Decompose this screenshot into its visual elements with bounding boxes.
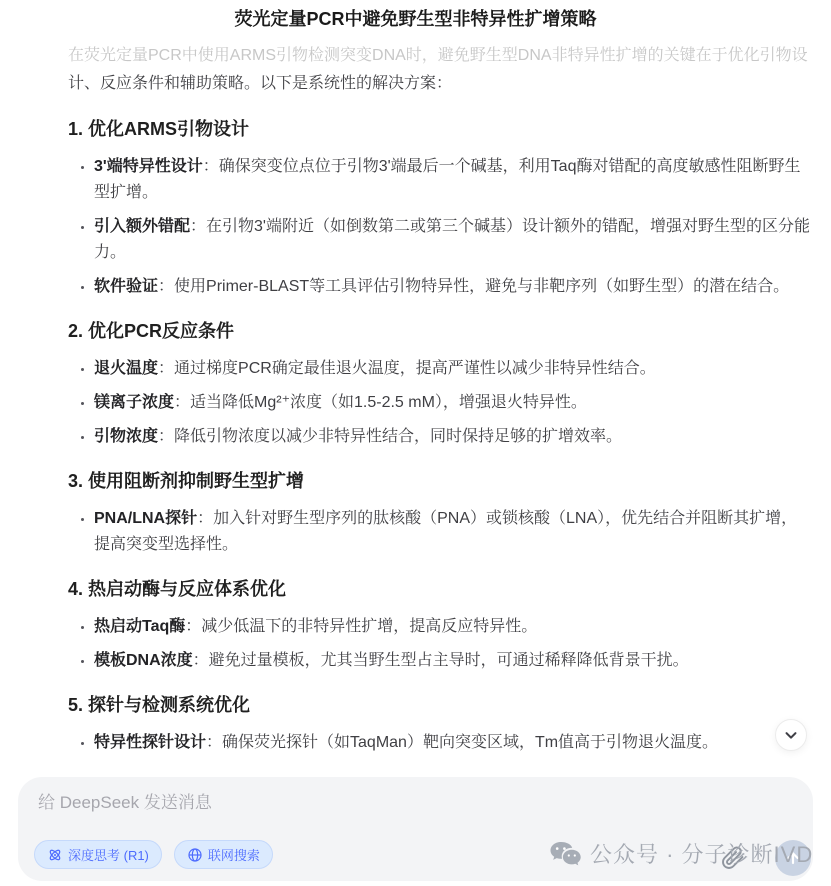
send-message-button[interactable] bbox=[775, 840, 811, 876]
list-item: • 热启动Taq酶：减少低温下的非特异性扩增，提高反应特异性。 bbox=[94, 614, 812, 640]
attach-file-button[interactable] bbox=[717, 842, 749, 874]
deepthink-toggle-button[interactable] bbox=[34, 840, 162, 869]
list-item: • 镁离子浓度：适当降低Mg²⁺浓度（如1.5-2.5 mM），增强退火特异性。 bbox=[94, 390, 812, 416]
section-heading-2: 2. 优化PCR反应条件 bbox=[68, 321, 235, 341]
list-item: • PNA/LNA探针：加入针对野生型序列的肽核酸（PNA）或锁核酸（LNA），优先结合并阻断其扩增，提高突变型选择性。 bbox=[94, 506, 812, 558]
page-title: 荧光定量PCR中避免野生型非特异性扩增策略 bbox=[234, 9, 597, 29]
scroll-to-bottom-button[interactable] bbox=[775, 719, 807, 751]
chevron-down-icon bbox=[782, 726, 800, 744]
intro-line: 计、反应条件和辅助策略。以下是系统性的解决方案： bbox=[68, 75, 453, 92]
watermark-text: 公众号 · 分子诊断IVD bbox=[590, 842, 814, 867]
list-item: • 特异性探针设计：确保荧光探针（如TaqMan）靶向突变区域，Tm值高于引物退火温度。 bbox=[94, 730, 812, 756]
answer-content bbox=[68, 0, 812, 764]
bullet-list-1 bbox=[68, 154, 812, 300]
bullet-list-2 bbox=[68, 356, 812, 450]
web-search-toggle-button[interactable] bbox=[174, 840, 273, 869]
message-composer[interactable] bbox=[18, 777, 813, 881]
composer-toolbar bbox=[34, 840, 273, 869]
list-item: • 3'端特异性设计：确保突变位点位于引物3'端最后一个碱基，利用Taq酶对错配的高度敏感性阻断野生型扩增。 bbox=[94, 154, 812, 206]
list-item: • 软件验证：使用Primer-BLAST等工具评估引物特异性，避免与非靶序列（如野生型）的潜在结合。 bbox=[94, 274, 812, 300]
globe-icon bbox=[187, 847, 203, 863]
deepthink-label: 深度思考 (R1) bbox=[68, 848, 149, 863]
section-heading-5: 5. 探针与检测系统优化 bbox=[68, 695, 251, 715]
atom-icon bbox=[47, 847, 63, 863]
bullet-list-5 bbox=[68, 730, 812, 756]
intro-line-faded: 在荧光定量PCR中使用ARMS引物检测突变DNA时，避免野生型DNA非特异性扩增的关键在于优化引物设 bbox=[68, 47, 808, 64]
list-item: • 引入额外错配：在引物3'端附近（如倒数第二或第三个碱基）设计额外的错配，增强对野生型的区分能力。 bbox=[94, 214, 812, 266]
message-input[interactable]: 给 DeepSeek 发送消息 bbox=[38, 793, 212, 812]
list-item: • 引物浓度：降低引物浓度以减少非特异性结合，同时保持足够的扩增效率。 bbox=[94, 424, 812, 450]
paperclip-icon bbox=[721, 846, 745, 870]
section-heading-1: 1. 优化ARMS引物设计 bbox=[68, 119, 250, 139]
list-item: • 模板DNA浓度：避免过量模板，尤其当野生型占主导时，可通过稀释降低背景干扰。 bbox=[94, 648, 812, 674]
list-item: • 退火温度：通过梯度PCR确定最佳退火温度，提高严谨性以减少非特异性结合。 bbox=[94, 356, 812, 382]
sticky-title-bar bbox=[0, 0, 831, 38]
bullet-list-4 bbox=[68, 614, 812, 674]
section-heading-4: 4. 热启动酶与反应体系优化 bbox=[68, 579, 287, 599]
section-heading-3: 3. 使用阻断剂抑制野生型扩增 bbox=[68, 471, 305, 491]
arrow-up-icon bbox=[783, 848, 803, 868]
bullet-list-3 bbox=[68, 506, 812, 558]
web-search-label: 联网搜索 bbox=[207, 848, 260, 863]
